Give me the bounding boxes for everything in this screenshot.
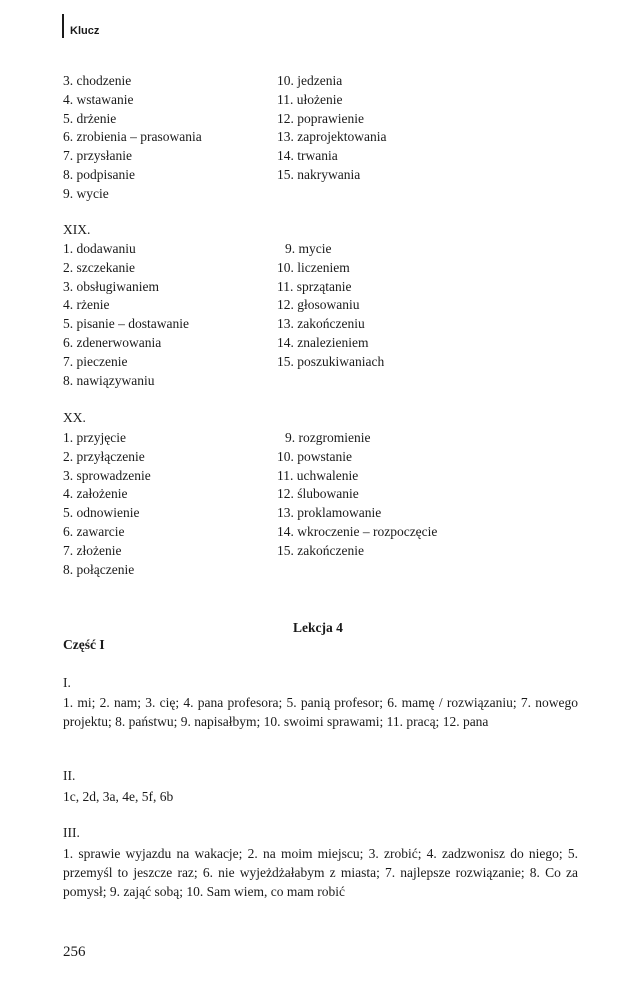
list-item: 14. trwania	[277, 148, 338, 164]
xix-left-column	[63, 240, 189, 390]
list-item: 14. znalezieniem	[277, 334, 369, 350]
exercise-answers-ii: 1c, 2d, 3a, 4e, 5f, 6b	[63, 789, 174, 804]
list-item: 3. sprowadzenie	[63, 467, 151, 483]
xix-right-column	[277, 240, 384, 372]
list-item: 8. podpisanie	[63, 166, 135, 182]
list-item: 6. zawarcie	[63, 523, 125, 539]
page-number: 256	[63, 944, 86, 960]
list-item: 11. ułożenie	[277, 91, 343, 107]
list-item: 12. poprawienie	[277, 110, 364, 126]
list-item: 2. szczekanie	[63, 259, 135, 275]
list-item: 9. wycie	[63, 185, 109, 201]
list-item: 3. obsługiwaniem	[63, 278, 159, 294]
exercise-heading-ii: II.	[63, 768, 76, 783]
xviii-left-column	[63, 72, 202, 204]
list-item: 9. mycie	[285, 241, 332, 256]
section-heading-xix: XIX.	[63, 222, 91, 237]
list-item: 15. poszukiwaniach	[277, 353, 385, 369]
list-item: 12. ślubowanie	[277, 486, 359, 502]
list-item: 10. jedzenia	[277, 73, 343, 88]
list-item: 11. uchwalenie	[277, 467, 359, 483]
list-item: 3. chodzenie	[63, 73, 132, 88]
list-item: 5. drżenie	[63, 110, 117, 126]
xx-left-column	[63, 429, 151, 579]
list-item: 9. rozgromienie	[285, 430, 371, 445]
lesson-title: Lekcja 4	[293, 620, 343, 635]
xx-right-column	[277, 429, 437, 561]
list-item: 7. przysłanie	[63, 148, 132, 164]
list-item: 13. proklamowanie	[277, 505, 382, 521]
part-heading: Część I	[63, 637, 105, 652]
section-label: Klucz	[70, 25, 100, 37]
list-item: 7. złożenie	[63, 542, 122, 558]
list-item: 15. nakrywania	[277, 166, 361, 182]
exercise-heading-iii: III.	[63, 825, 80, 840]
list-item: 1. dodawaniu	[63, 241, 136, 256]
section-heading-xx: XX.	[63, 410, 86, 425]
list-item: 13. zaprojektowania	[277, 129, 387, 145]
list-item: 13. zakończeniu	[277, 316, 365, 332]
list-item: 5. odnowienie	[63, 505, 140, 521]
list-item: 8. nawiązywaniu	[63, 372, 155, 388]
list-item: 10. powstanie	[277, 448, 352, 464]
list-item: 7. pieczenie	[63, 353, 128, 369]
list-item: 2. przyłączenie	[63, 448, 145, 464]
list-item: 8. połączenie	[63, 561, 135, 577]
list-item: 5. pisanie – dostawanie	[63, 316, 189, 332]
list-item: 11. sprzątanie	[277, 278, 352, 294]
list-item: 14. wkroczenie – rozpoczęcie	[277, 523, 438, 539]
list-item: 4. założenie	[63, 486, 128, 502]
xviii-right-column	[277, 72, 386, 185]
exercise-heading-i: I.	[63, 675, 71, 690]
exercise-answers-iii: 1. sprawie wyjazdu na wakacje; 2. na moim miejscu; 3. zrobić; 4. zadzwonisz do niego; 5. przemyśl to jeszcze raz; 6. nie wyjeżdżałabym z miasta; 7. najlepsze rozwiązanie; 8. Co za pomysł; 9. zająć sobą; 10. Sam wiem, co mam robić	[63, 846, 578, 899]
list-item: 4. rżenie	[63, 297, 110, 313]
list-item: 15. zakończenie	[277, 542, 364, 558]
header-rule	[62, 14, 64, 38]
exercise-answers-i: 1. mi; 2. nam; 3. cię; 4. pana profesora; 5. panią profesor; 6. mamę / rozwiązaniu; 7. nowego projektu; 8. państwu; 9. napisałbym; 10. swoimi sprawami; 11. pracą; 12. pana	[63, 695, 578, 729]
list-item: 4. wstawanie	[63, 91, 134, 107]
list-item: 6. zdenerwowania	[63, 334, 162, 350]
list-item: 12. głosowaniu	[277, 297, 360, 313]
list-item: 10. liczeniem	[277, 259, 350, 275]
list-item: 6. zrobienia – prasowania	[63, 129, 202, 145]
list-item: 1. przyjęcie	[63, 430, 126, 445]
